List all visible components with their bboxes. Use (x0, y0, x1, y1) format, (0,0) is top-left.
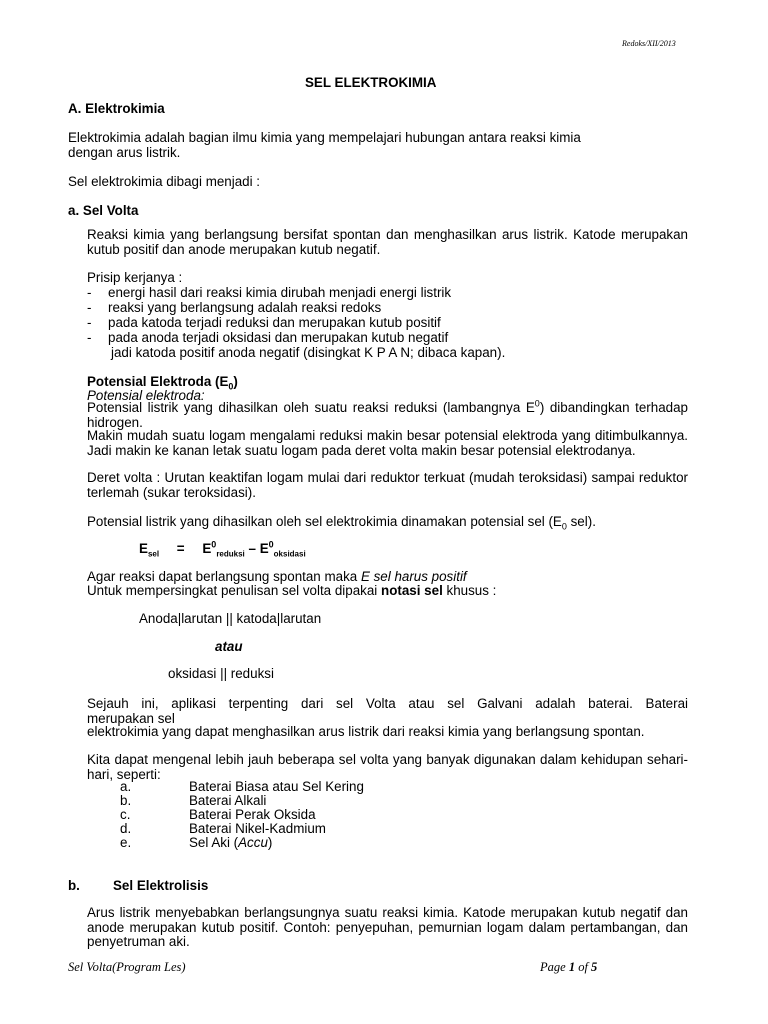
potential-subheading: Potensial elektroda: (87, 388, 205, 403)
battery-para-1-line-2: merupakan sel (87, 711, 175, 726)
potential-heading: Potensial Elektroda $(E_0)$ (87, 374, 238, 392)
list-item: Baterai Perak Oksida (189, 807, 316, 822)
list-item: Baterai Biasa atau Sel Kering (189, 779, 364, 794)
page-number: Page 1 of 5 (540, 960, 598, 974)
intro-line-1: Elektrokimia adalah bagian ilmu kimia yang mempelajari hubungan antara reaksi kimia (68, 130, 581, 145)
list-letter: c. (120, 807, 131, 822)
list-item: reaksi yang berlangsung adalah reaksi redoks (108, 300, 382, 315)
list-item: Baterai Alkali (189, 793, 267, 808)
bullet-dash: - (87, 315, 92, 330)
list-letter: d. (120, 821, 132, 836)
potential-definition: Potensial listrik yang dihasilkan oleh suatu reaksi reduksi (lambangnya $E^0$) dibandingkan terhadap hidrogen. (87, 398, 688, 430)
battery-para-3: Kita dapat mengenal lebih jauh beberapa sel volta yang banyak digunakan dalam kehidupan sehari-hari, seperti: (87, 752, 688, 782)
potential-easier-text: Makin mudah suatu logam mengalami reduksi makin besar potensial elektroda yang ditimbulkannya. Jadi makin ke kanan letak suatu logam pada deret volta makin besar potensial elektrodanya. (87, 428, 688, 458)
bullet-dash: - (87, 285, 92, 300)
spontaneous-condition: Agar reaksi dapat berlangsung spontan maka E sel harus positif (87, 569, 467, 584)
principle-title: Prisip kerjanya : (87, 270, 183, 285)
sel-volta-description: Reaksi kimia yang berlangsung bersifat spontan dan menghasilkan arus listrik. Katode merupakan kutub positif dan anode merupakan kutub negatif. (87, 227, 688, 257)
sel-volta-heading: a. Sel Volta (68, 203, 139, 218)
section-a-heading: A. Elektrokimia (68, 101, 165, 116)
list-item: pada anoda terjadi oksidasi dan merupakan kutub negatif (108, 330, 449, 345)
cell-notation-2: oksidasi || reduksi (168, 666, 274, 681)
list-item: energi hasil dari reaksi kimia dirubah menjadi energi listrik (108, 285, 452, 300)
bullet-dash: - (87, 330, 92, 345)
page-title: SEL ELEKTROKIMIA (305, 75, 437, 90)
list-letter: e. (120, 835, 132, 850)
list-item: Baterai Nikel-Kadmium (189, 821, 326, 836)
footer-title: Sel Volta(Program Les) (68, 960, 186, 974)
sel-elektrolisis-letter: b. (68, 878, 80, 893)
intro-line-2: dengan arus listrik. (68, 145, 181, 160)
notation-atau: atau (215, 639, 243, 654)
header-reference: Redoks/XII/2013 (622, 39, 676, 48)
list-letter: a. (120, 779, 132, 794)
kpan-note: jadi katoda positif anoda negatif (disingkat K P A N; dibaca kapan). (111, 345, 506, 360)
notation-intro: Untuk mempersingkat penulisan sel volta dipakai notasi sel khusus : (87, 583, 497, 598)
list-letter: b. (120, 793, 132, 808)
battery-para-2: elektrokimia yang dapat menghasilkan arus listrik dari reaksi kimia yang berlangsung spontan. (87, 724, 645, 739)
list-item: pada katoda terjadi reduksi dan merupakan kutub positif (108, 315, 441, 330)
cell-potential-text: Potensial listrik yang dihasilkan oleh sel elektrokimia dinamakan potensial sel ($E_0$ sel). (87, 514, 596, 532)
list-item: Sel Aki (Accu) (189, 835, 273, 850)
cell-potential-formula: $E_{sel} = E^0_{reduksi} - E^0_{oksidasi}$ (139, 539, 306, 559)
bullet-dash: - (87, 300, 92, 315)
battery-para-1-line-1: Sejauh ini, aplikasi terpenting dari sel Volta atau sel Galvani adalah baterai. Baterai (87, 696, 688, 711)
cell-notation-1: Anoda|larutan || katoda|larutan (139, 611, 322, 626)
sel-elektrolisis-heading: Sel Elektrolisis (113, 878, 209, 893)
deret-volta-text: Deret volta : Urutan keaktifan logam mulai dari reduktor terkuat (mudah teroksidasi) sampai reduktor terlemah (sukar teroksidasi). (87, 470, 688, 500)
sel-elektrolisis-description: Arus listrik menyebabkan berlangsungnya suatu reaksi kimia. Katode merupakan kutub negatif dan anode merupakan kutub positif. Contoh: penyepuhan, pemurnian logam dalam pertambangan, dan penyetruman aki. (87, 905, 688, 950)
division-text: Sel elektrokimia dibagi menjadi : (68, 174, 261, 189)
